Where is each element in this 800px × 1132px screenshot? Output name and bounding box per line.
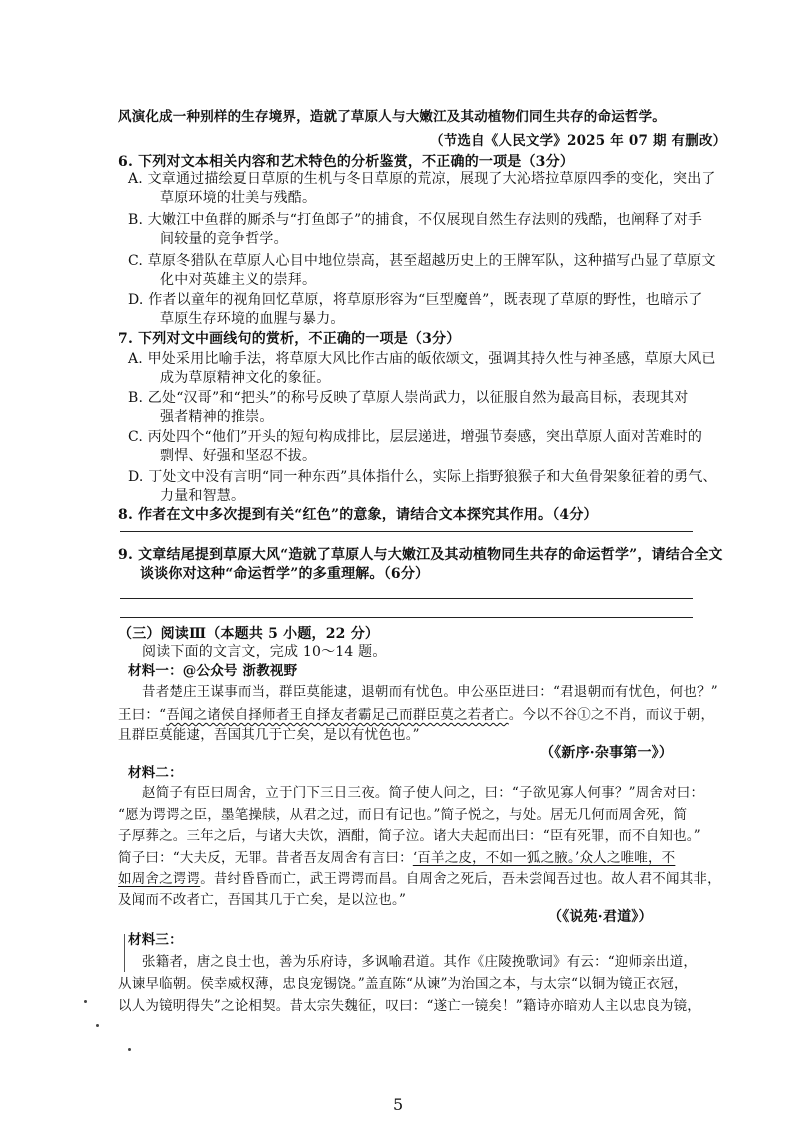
material-2-source: （《说苑·君道》） — [548, 909, 653, 925]
material-1-source: （《新序·杂事第一》） — [540, 745, 674, 761]
material-1-para-2 — [118, 706, 714, 724]
q7-option-b: B. 乙处“汉哥”和“把头”的称号反映了草原人崇尚武力，以征服自然为最高目标，表现其对 — [128, 390, 689, 406]
material-2-line-6: 及闻而不改者亡，吾国其几于亡矣，是以泣也。” — [118, 892, 407, 908]
q6-option-c: C. 草原冬猎队在草原人心目中地位崇高，甚至超越历史上的王牌军队，这种描写凸显了草原文 — [128, 253, 716, 269]
q7-option-c: C. 丙处四个“他们”开头的短句构成排比，层层递进，增强节奏感，突出草原人面对苦难时的 — [128, 429, 703, 445]
text-run: 简子曰：“大夫反，无罪。昔者吾友周舍有言曰： — [118, 850, 413, 866]
material-1-para-1: 昔者楚庄王谋事而当，群臣莫能逮，退朝而有忧色。申公巫臣进曰：“君退朝而有忧色，何也？” — [142, 684, 718, 700]
answer-line — [120, 531, 693, 532]
material-2-line-1: 赵简子有臣曰周舍，立于门下三日三夜。简子使人问之，曰：“子欲见寡人何事？”周舍对曰： — [142, 785, 705, 801]
passage-source: （节选自《人民文学》2025 年 07 期 有删改） — [430, 133, 727, 149]
material-2-line-3: 子厚葬之。三年之后，与诸大夫饮，酒酣，简子泣。诸大夫起而出曰：“臣有死罪，而不自知也。” — [118, 828, 701, 844]
quote-open: 王曰：“ — [118, 707, 167, 723]
quote-rest: 。今以不谷①之不肖，而议于朝， — [508, 707, 715, 723]
scan-mark — [124, 934, 125, 972]
answer-line — [120, 617, 693, 618]
underlined-sentence: 如周舍之谔谔 — [118, 871, 201, 887]
material-3-label: 材料三： — [128, 932, 183, 948]
material-2-label: 材料二： — [128, 765, 183, 781]
q6-option-a: A. 文章通过描绘夏日草原的生机与冬日草原的荒凉，展现了大沁塔拉草原四季的变化，突出了 — [128, 171, 716, 187]
question-9-stem: 9. 文章结尾提到草原大风“造就了草原人与大嫩江及其动植物同生共存的命运哲学”，请结合全文 — [118, 547, 723, 563]
q7-option-c-cont: 剽悍、好强和坚忍不拔。 — [160, 448, 317, 464]
material-3-line-1: 张籍者，唐之良士也，善为乐府诗，多讽喻君道。其作《庄陵挽歌词》有云：“迎师亲出道， — [142, 954, 698, 970]
scan-dot — [128, 1048, 131, 1051]
text-run: 。昔纣昏昏而亡，武王谔谔而昌。自周舍之死后，吾未尝闻吾过也。故人君不闻其非， — [200, 871, 721, 887]
page-number: 5 — [393, 1095, 404, 1114]
q6-option-c-cont: 化中对英雄主义的崇拜。 — [160, 272, 317, 288]
scan-dot — [84, 1000, 87, 1003]
material-1-label: 材料一：@公众号 浙教视野 — [128, 663, 298, 679]
q7-option-b-cont: 强者精神的推崇。 — [160, 409, 274, 425]
material-3-line-2: 从谏早临朝。侯幸威权薄，忠良宠锡饶。”盖直陈“从谏”为治国之本，与太宗“以铜为镜正衣冠， — [118, 976, 688, 992]
q7-option-d: D. 丁处文中没有言明“同一种东西”具体指什么，实际上指野狼猴子和大鱼骨架象征着的勇气、 — [128, 469, 717, 485]
material-2-line-2: “愿为谔谔之臣，墨笔操牍，从君之过，而日有记也。”简子悦之，与处。居无几何而周舍死，简 — [118, 807, 688, 823]
passage-closing-line: 风演化成一种别样的生存境界，造就了草原人与大嫩江及其动植物们同生共存的命运哲学。 — [118, 109, 666, 125]
q7-option-a: A. 甲处采用比喻手法，将草原大风比作古庙的皈依颂文，强调其持久性与神圣感，草原大风已 — [128, 351, 716, 367]
scan-dot — [96, 1024, 99, 1027]
material-3-line-3: 以人为镜明得失”之论相契。昔太宗失魏征，叹曰：“遂亡一镜矣！”籍诗亦暗劝人主以忠良为镜， — [118, 998, 702, 1014]
underlined-sentence: ‘百羊之皮，不如一狐之腋。’众人之唯唯，不 — [412, 850, 676, 866]
material-2-line-4 — [118, 849, 675, 867]
q7-option-d-cont: 力量和智慧。 — [160, 488, 246, 504]
material-2-line-5 — [118, 870, 721, 888]
question-8-stem: 8. 作者在文中多次提到有关“红色”的意象，请结合文本探究其作用。（4分） — [118, 507, 598, 523]
q6-option-a-cont: 草原环境的壮美与残酷。 — [160, 190, 317, 206]
question-7-stem: 7. 下列对文中画线句的赏析，不正确的一项是（3分） — [118, 331, 461, 347]
q7-option-a-cont: 成为草原精神文化的象征。 — [160, 370, 331, 386]
q6-option-b-cont: 间较量的竞争哲学。 — [160, 231, 288, 247]
material-1-para-3: 且群臣莫能逮，吾国其几于亡矣，是以有忧色也。” — [118, 727, 420, 743]
q6-option-b: B. 大嫩江中鱼群的厮杀与“打鱼郎子”的捕食，不仅展现自然生存法则的残酷，也阐释了对手 — [128, 212, 703, 228]
section-3-title: （三）阅读Ⅲ（本题共 5 小题，22 分） — [118, 626, 380, 642]
wavy-underlined-sentence: 吾闻之诸侯自择师者王自择友者霸足己而群臣莫之若者亡 — [166, 707, 509, 723]
section-3-instruction: 阅读下面的文言文，完成 10～14 题。 — [142, 644, 387, 660]
q6-option-d: D. 作者以童年的视角回忆草原，将草原形容为“巨型魔兽”，既表现了草原的野性，也暗示了 — [128, 292, 703, 308]
q6-option-d-cont: 草原生存环境的血腥与暴力。 — [160, 311, 345, 327]
question-6-stem: 6. 下列对文本相关内容和艺术特色的分析鉴赏，不正确的一项是（3分） — [118, 154, 575, 170]
answer-line — [120, 598, 693, 599]
question-9-stem-cont: 谈谈你对这种“命运哲学”的多重理解。（6分） — [140, 566, 430, 582]
